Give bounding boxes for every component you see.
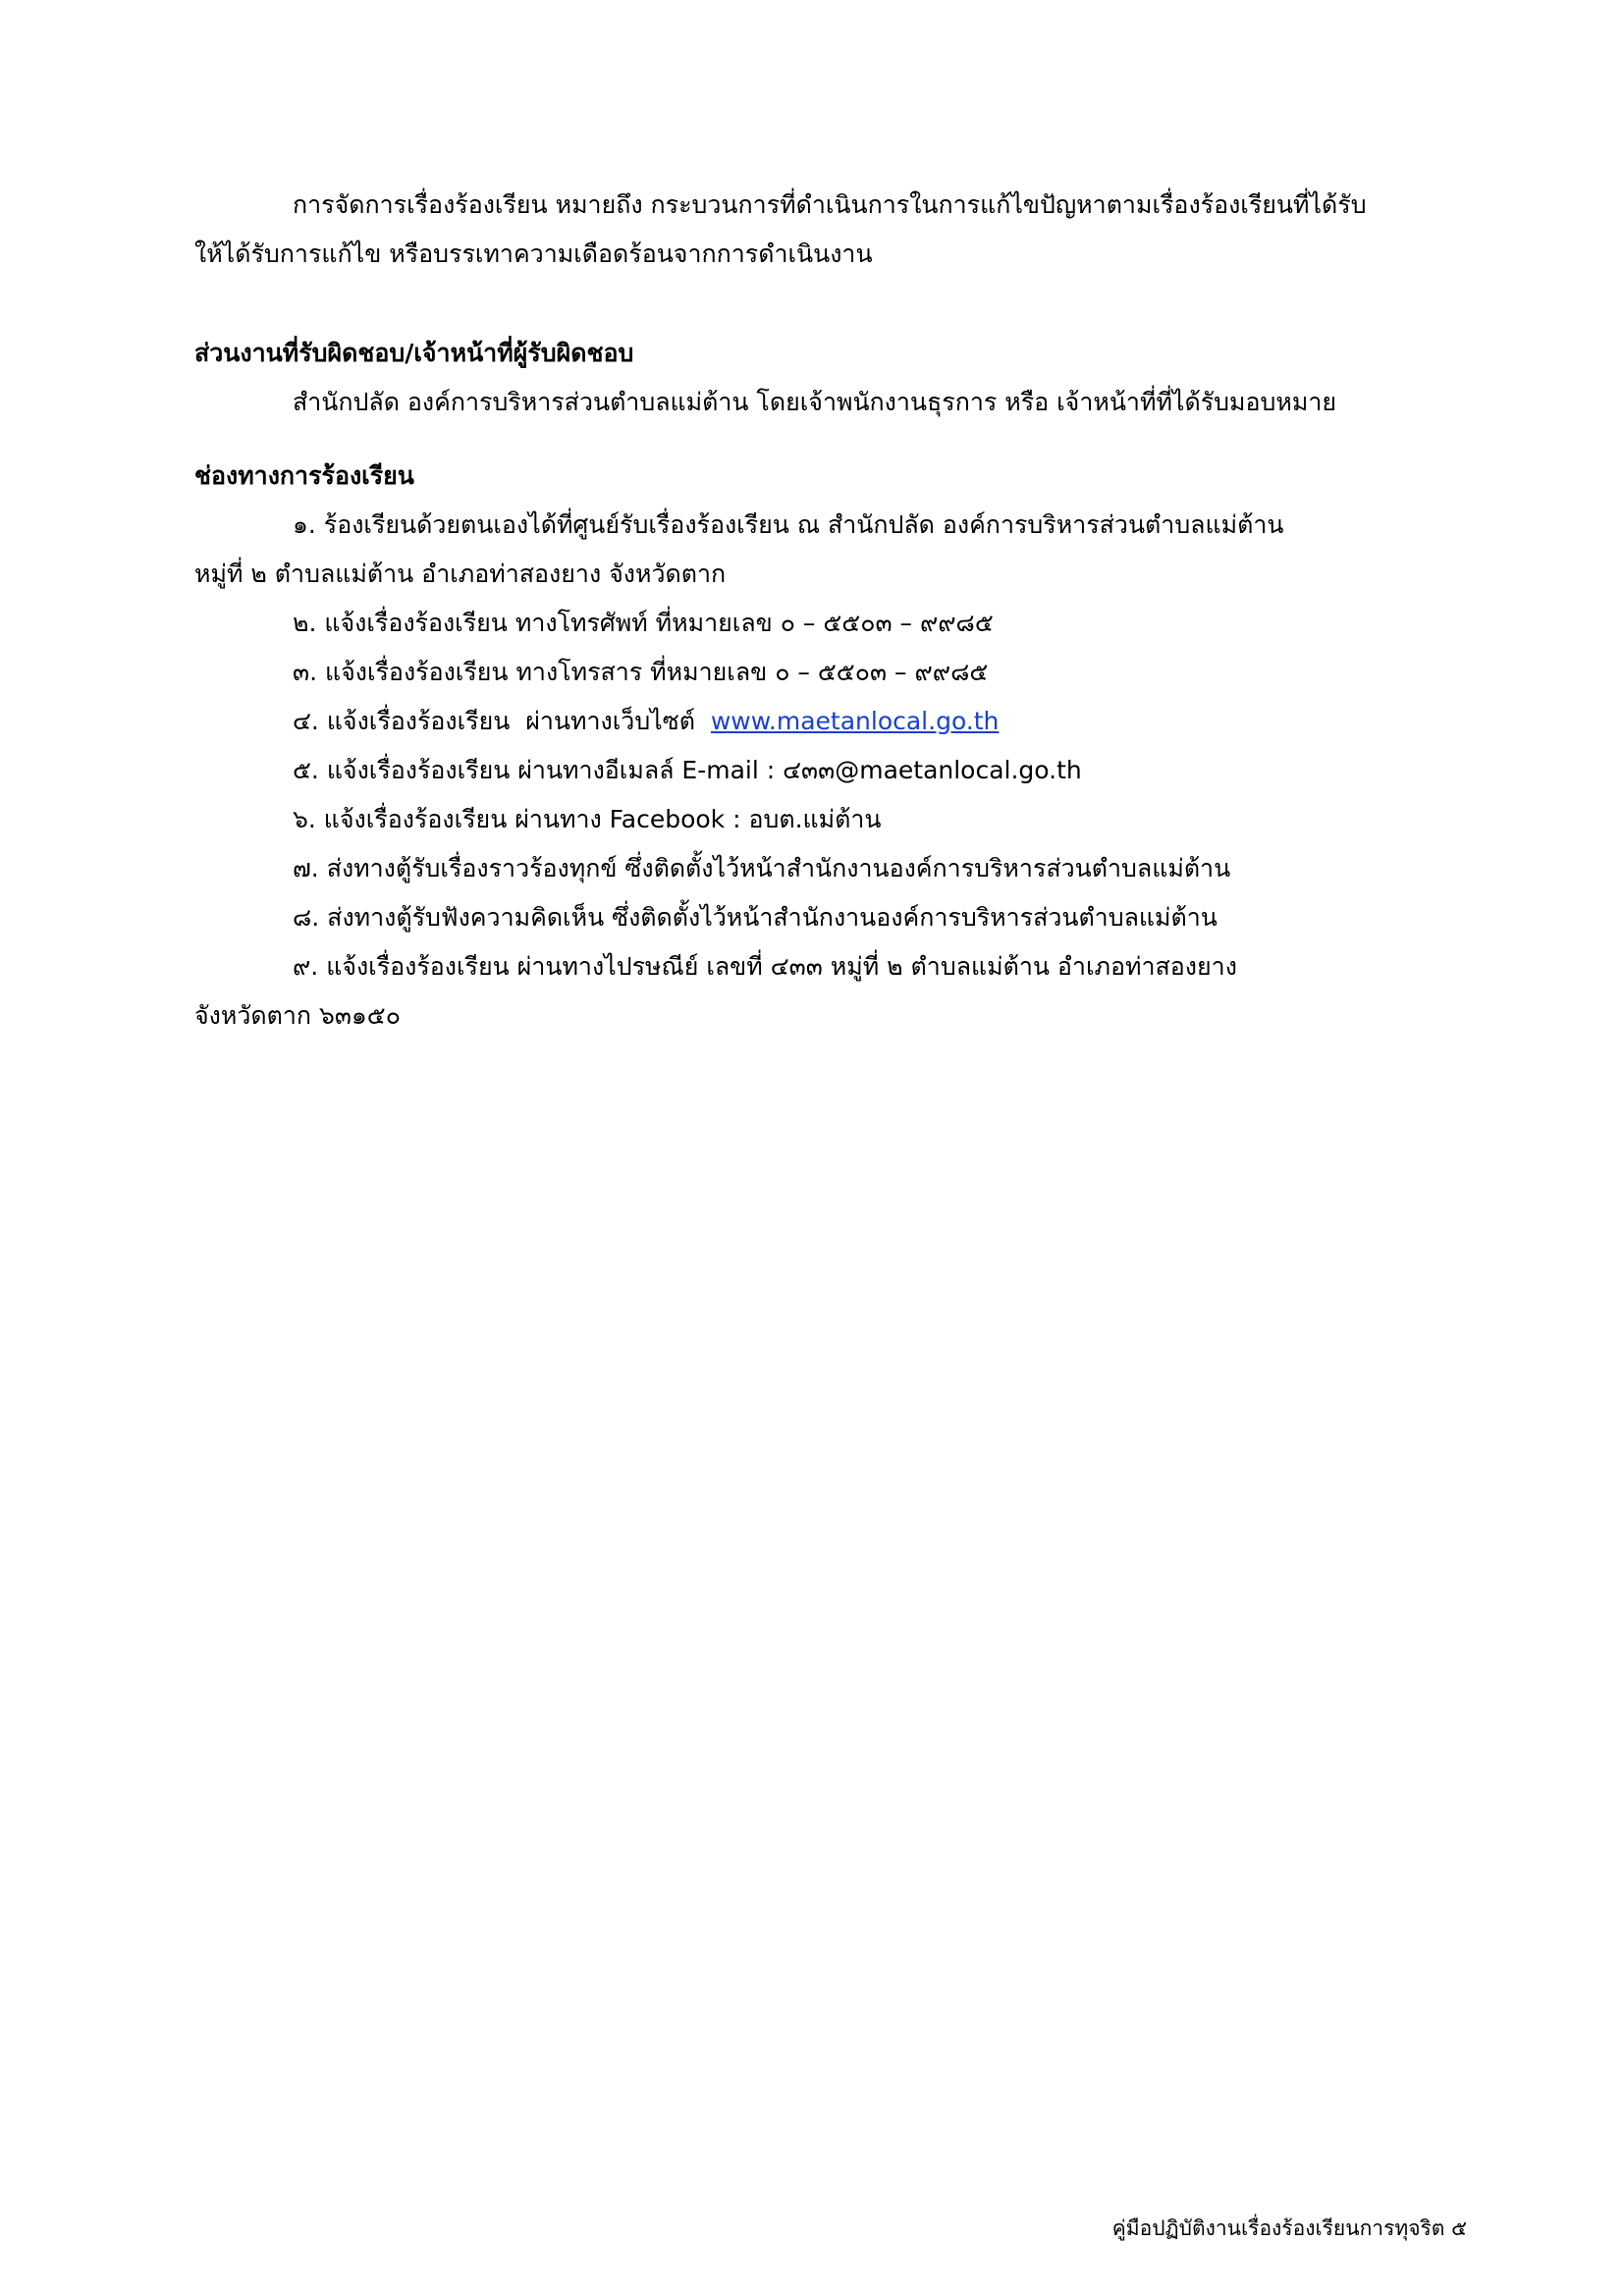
channel-item-6: ๖. แจ้งเรื่องร้องเรียน ผ่านทาง Facebook : อบต.แม่ต้าน xyxy=(293,805,882,833)
channel-item-1-line-2: หมู่ที่ ๒ ตำบลแม่ต้าน อำเภอท่าสองยาง จังหวัดตาก xyxy=(194,560,727,588)
channels-section xyxy=(194,452,1471,1041)
channel-item-9-line-1: ๙. แจ้งเรื่องร้องเรียน ผ่านทางไปรษณีย์ เลขที่ ๔๓๓ หมู่ที่ ๒ ตำบลแม่ต้าน อำเภอท่าสองยาง xyxy=(293,952,1237,981)
channels-heading: ช่องทางการร้องเรียน xyxy=(194,461,414,490)
website-link[interactable]: www.maetanlocal.go.th xyxy=(710,707,1000,735)
channel-item-2: ๒. แจ้งเรื่องร้องเรียน ทางโทรศัพท์ ที่หมายเลข ๐ – ๕๕๐๓ – ๙๙๘๕ xyxy=(293,609,994,637)
responsible-section xyxy=(194,329,1471,427)
responsible-heading: ส่วนงานที่รับผิดชอบ/เจ้าหน้าที่ผู้รับผิดชอบ xyxy=(194,339,634,367)
responsible-text: สำนักปลัด องค์การบริหารส่วนตำบลแม่ต้าน โดยเจ้าพนักงานธุรการ หรือ เจ้าหน้าที่ที่ได้รับมอบหมาย xyxy=(293,388,1337,416)
channel-item-7: ๗. ส่งทางตู้รับเรื่องราวร้องทุกข์ ซึ่งติดตั้งไว้หน้าสำนักงานองค์การบริหารส่วนตำบลแม่ต้าน xyxy=(293,854,1231,882)
channel-item-8: ๘. ส่งทางตู้รับฟังความคิดเห็น ซึ่งติดตั้งไว้หน้าสำนักงานองค์การบริหารส่วนตำบลแม่ต้าน xyxy=(293,903,1218,932)
channel-item-1-line-1: ๑. ร้องเรียนด้วยตนเองได้ที่ศูนย์รับเรื่องร้องเรียน ณ สำนักปลัด องค์การบริหารส่วนตำบลแม่ต้าน xyxy=(293,510,1284,539)
definition-paragraph xyxy=(194,181,1471,279)
definition-line-2: ให้ได้รับการแก้ไข หรือบรรเทาความเดือดร้อนจากการดำเนินงาน xyxy=(194,240,873,268)
page-footer: คู่มือปฏิบัติงานเรื่องร้องเรียนการทุจริต ๕ xyxy=(1111,2216,1467,2240)
channel-item-9-line-2: จังหวัดตาก ๖๓๑๕๐ xyxy=(194,1001,401,1030)
channel-item-4-prefix: ๔. แจ้งเรื่องร้องเรียน ผ่านทางเว็บไซต์ xyxy=(293,707,711,735)
definition-line-1: การจัดการเรื่องร้องเรียน หมายถึง กระบวนการที่ดำเนินการในการแก้ไขปัญหาตามเรื่องร้องเรียนที่ได้รับ xyxy=(293,190,1367,219)
channel-item-4 xyxy=(194,697,1471,746)
channel-item-5: ๕. แจ้งเรื่องร้องเรียน ผ่านทางอีเมลล์ E-mail : ๔๓๓@maetanlocal.go.th xyxy=(293,756,1082,784)
channel-item-3: ๓. แจ้งเรื่องร้องเรียน ทางโทรสาร ที่หมายเลข ๐ – ๕๕๐๓ – ๙๙๘๕ xyxy=(293,658,989,686)
